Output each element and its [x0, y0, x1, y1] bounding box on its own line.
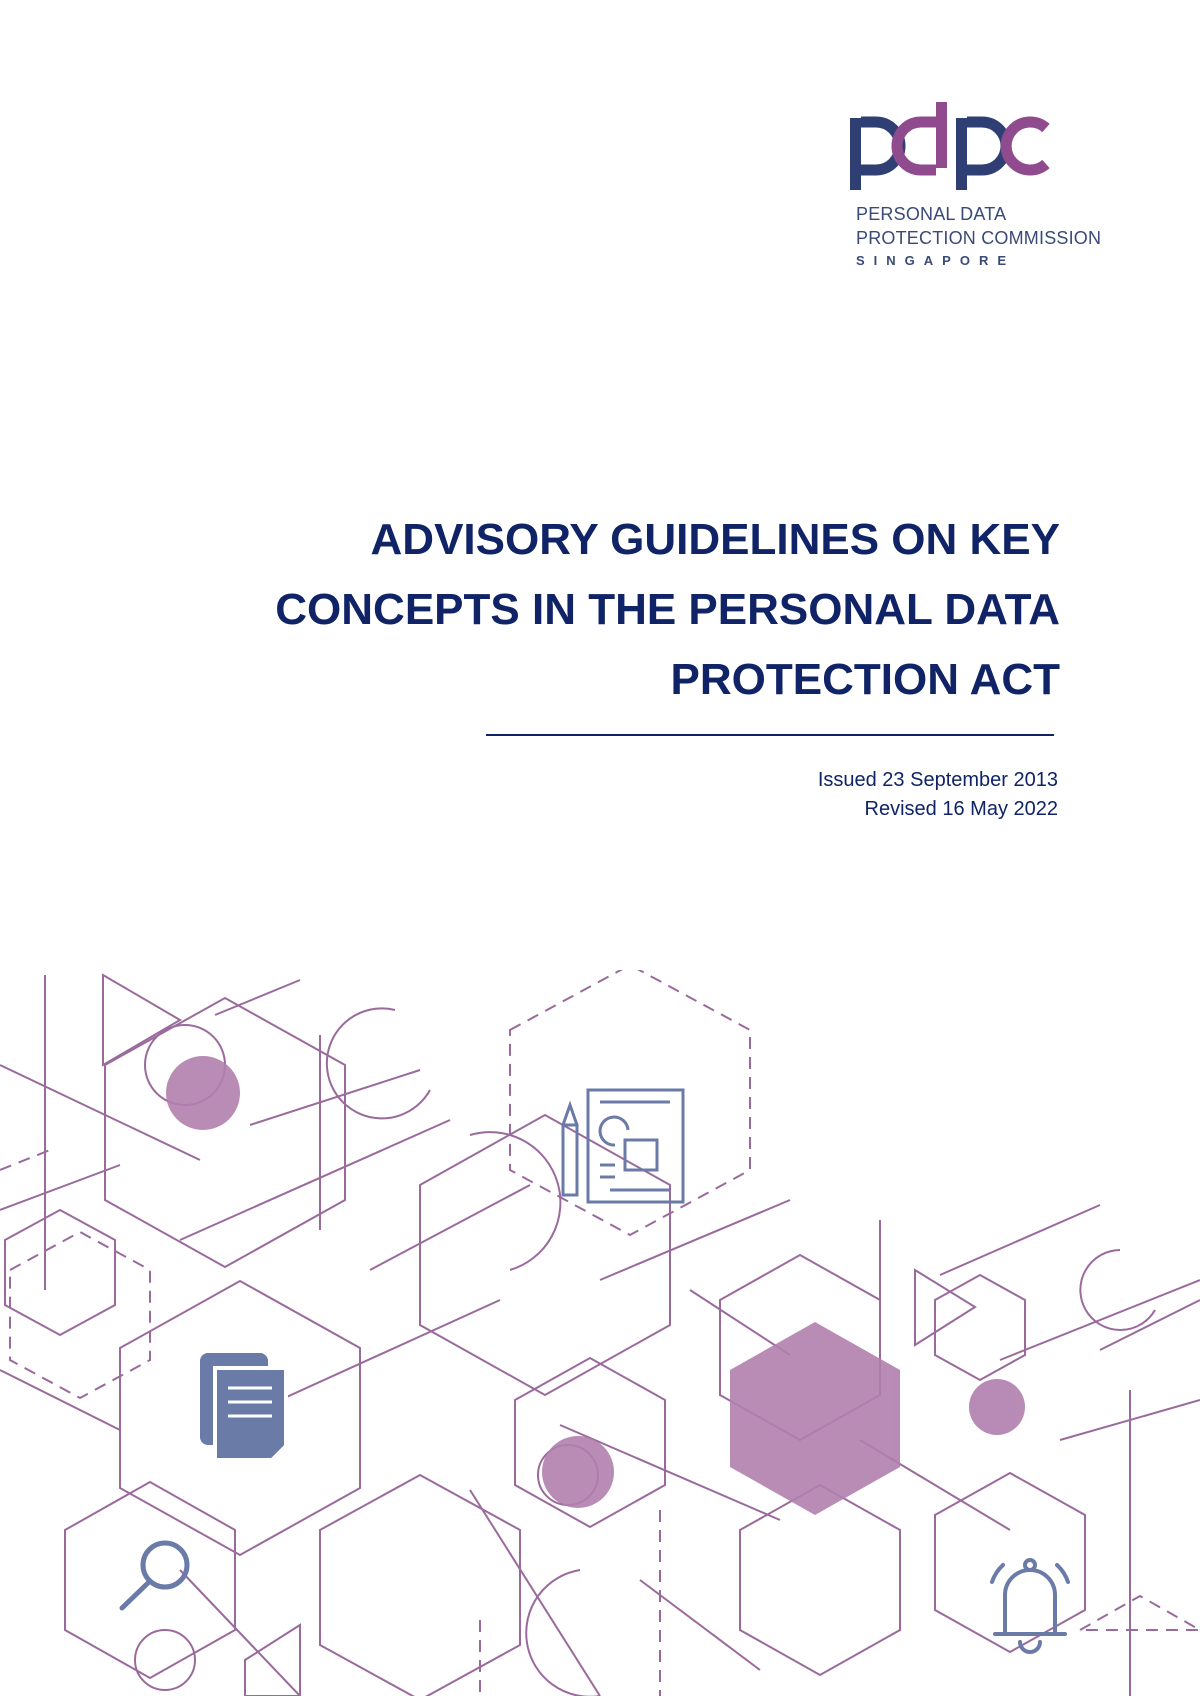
logo-text-line3: SINGAPORE: [856, 253, 1016, 268]
logo-text-line1: PERSONAL DATA: [856, 204, 1007, 224]
revised-date: Revised 16 May 2022: [864, 798, 1058, 820]
documents-icon: [200, 1353, 286, 1460]
title-divider: [486, 734, 1054, 736]
pdpc-logo: [850, 100, 1120, 280]
title-line-2: CONCEPTS IN THE PERSONAL DATA: [275, 585, 1060, 634]
issued-date: Issued 23 September 2013: [817, 769, 1058, 791]
pdpc-logo-mark: [850, 100, 1050, 200]
title-line-1: ADVISORY GUIDELINES ON KEY: [370, 515, 1060, 564]
logo-text-line2: PROTECTION COMMISSION: [856, 228, 1102, 248]
document-drawing-icon: [563, 1090, 683, 1202]
title-line-3: PROTECTION ACT: [670, 655, 1060, 704]
magnifier-icon: [122, 1543, 187, 1608]
document-dates: [658, 766, 1058, 824]
document-title: [160, 505, 1060, 715]
hexagon-pattern: [0, 970, 1200, 1696]
bell-icon: [992, 1560, 1068, 1652]
